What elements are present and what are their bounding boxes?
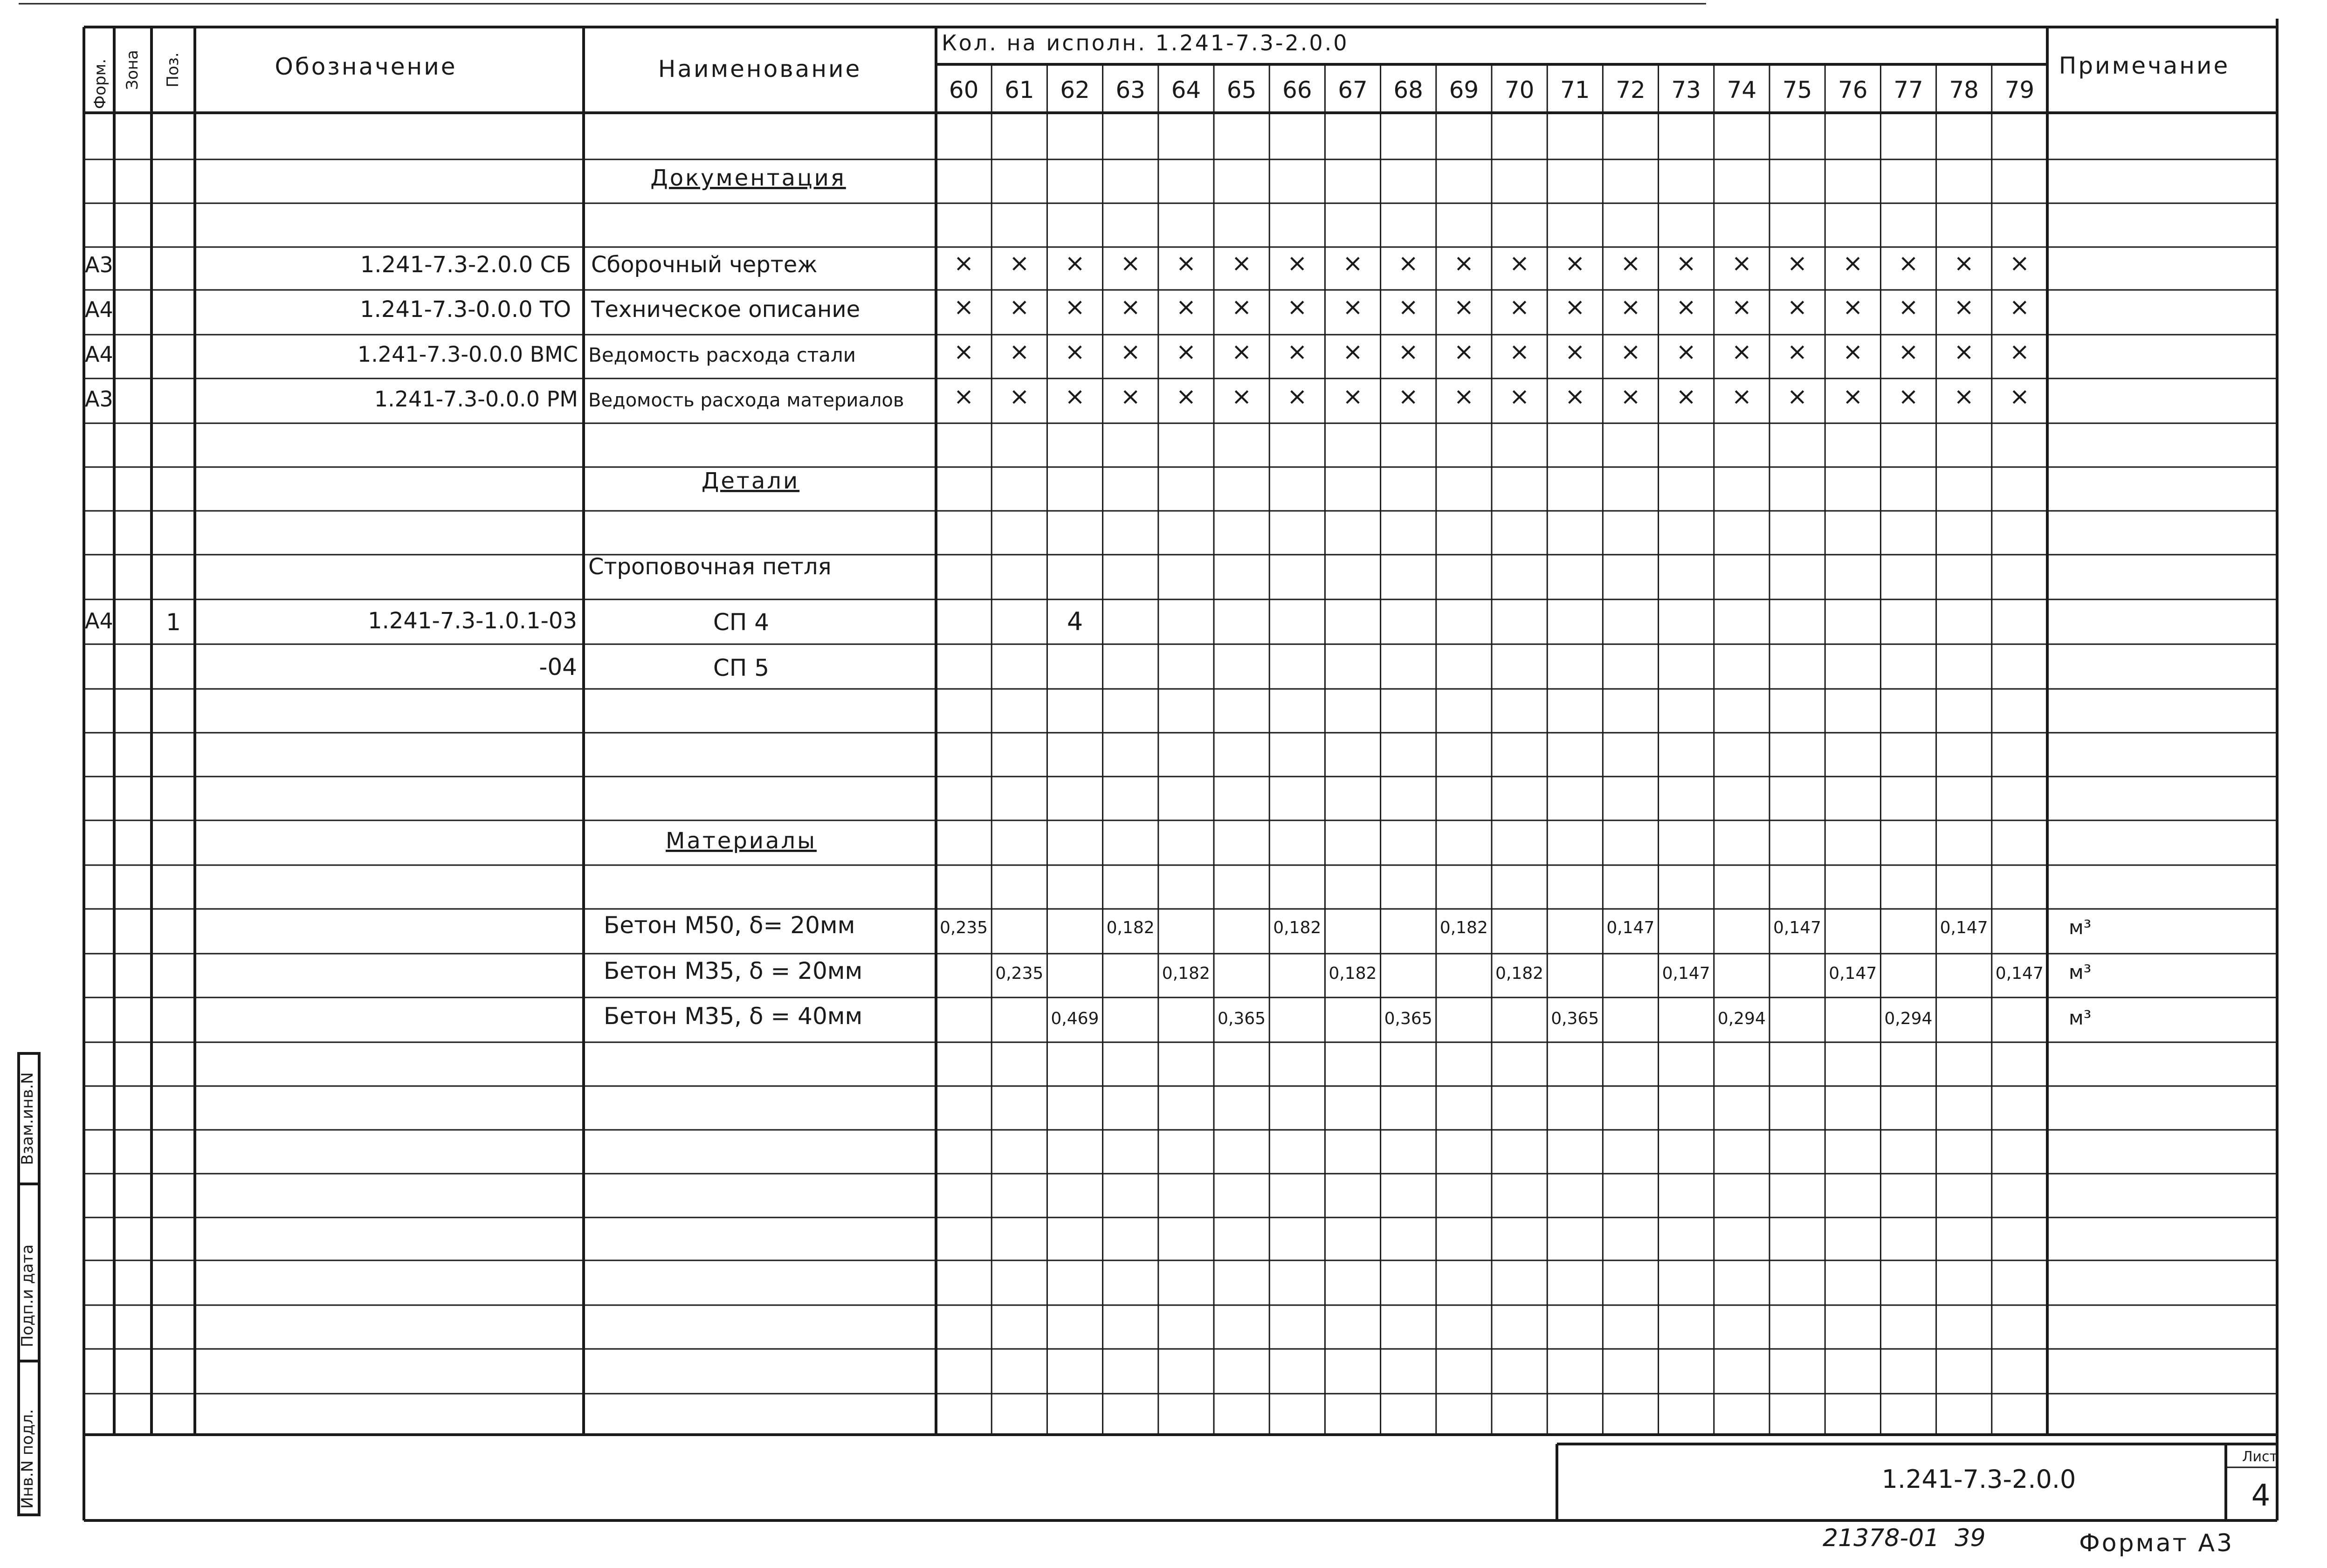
doc-mark: × — [1787, 383, 1808, 411]
doc-designation: 1.241-7.3-0.0.0 ТО — [360, 296, 571, 323]
title-sheet-label: Лист — [2242, 1449, 2278, 1465]
doc-mark: × — [1453, 293, 1474, 321]
doc-mark: × — [1398, 293, 1418, 321]
doc-mark: × — [2009, 293, 2030, 321]
material-value: 0,182 — [1329, 964, 1377, 983]
part-qty: 4 — [1067, 607, 1083, 636]
doc-mark: × — [1009, 383, 1030, 411]
doc-name: Ведомость расхода стали — [588, 344, 856, 366]
material-value: 0,294 — [1717, 1009, 1766, 1028]
variant-header: 64 — [1171, 76, 1201, 103]
doc-designation: 1.241-7.3-0.0.0 ВМС — [357, 342, 578, 367]
part-pos: 1 — [166, 609, 181, 636]
doc-mark: × — [1231, 338, 1252, 366]
material-value: 0,365 — [1384, 1009, 1432, 1028]
documentation-rows — [85, 252, 904, 412]
stamp-replace-inv: Взам.инв.N — [18, 1072, 37, 1165]
variant-header: 65 — [1226, 76, 1257, 103]
doc-mark: × — [1120, 293, 1141, 321]
variant-header: 73 — [1671, 76, 1701, 103]
doc-mark: × — [1176, 249, 1197, 277]
doc-mark: × — [1398, 338, 1418, 366]
format-label: Формат А3 — [2079, 1529, 2234, 1557]
doc-mark: × — [1787, 249, 1808, 277]
doc-mark: × — [1676, 383, 1696, 411]
section-documentation: Документация — [650, 165, 846, 191]
doc-mark: × — [1620, 293, 1641, 321]
material-value: 0,294 — [1884, 1009, 1933, 1028]
material-value: 0,147 — [1940, 918, 1988, 937]
doc-mark: × — [1231, 249, 1252, 277]
doc-form: А4 — [85, 297, 113, 322]
variant-header: 77 — [1893, 76, 1923, 103]
archive-number: 21378-01 39 — [1823, 1524, 1986, 1552]
section-materials: Материалы — [666, 828, 817, 854]
material-value: 0,182 — [1162, 964, 1210, 983]
variant-header: 74 — [1727, 76, 1757, 103]
doc-mark: × — [1620, 338, 1641, 366]
doc-mark: × — [1954, 383, 1974, 411]
footer — [1823, 1524, 2234, 1557]
doc-mark: × — [1065, 338, 1085, 366]
doc-mark: × — [1065, 293, 1085, 321]
doc-mark: × — [1120, 383, 1141, 411]
variant-header: 63 — [1115, 76, 1146, 103]
doc-mark: × — [1009, 338, 1030, 366]
doc-mark: × — [1009, 249, 1030, 277]
material-value: 0,365 — [1551, 1009, 1599, 1028]
material-value: 0,182 — [1106, 918, 1155, 937]
doc-mark: × — [1065, 383, 1085, 411]
variant-header: 60 — [949, 76, 979, 103]
material-value: 0,182 — [1439, 918, 1488, 937]
doc-mark: × — [1453, 249, 1474, 277]
doc-mark: × — [1176, 293, 1197, 321]
doc-mark: × — [953, 293, 974, 321]
doc-mark: × — [1342, 293, 1363, 321]
doc-mark: × — [1287, 338, 1308, 366]
doc-mark: × — [1954, 338, 1974, 366]
variant-header: 68 — [1393, 76, 1424, 103]
doc-mark: × — [1620, 249, 1641, 277]
material-unit: м³ — [2069, 1006, 2092, 1029]
doc-mark: × — [1287, 293, 1308, 321]
doc-mark: × — [1898, 338, 1919, 366]
doc-mark: × — [1565, 293, 1585, 321]
doc-designation: 1.241-7.3-0.0.0 РМ — [374, 386, 578, 412]
material-value: 0,235 — [995, 964, 1044, 983]
material-unit: м³ — [2069, 916, 2092, 939]
doc-name: Сборочный чертеж — [591, 252, 818, 278]
doc-mark: × — [1843, 293, 1863, 321]
variant-header: 72 — [1616, 76, 1645, 103]
material-value: 0,235 — [940, 918, 988, 937]
doc-mark: × — [2009, 383, 2030, 411]
material-value: 0,365 — [1218, 1009, 1266, 1028]
material-value: 0,147 — [1995, 964, 2044, 983]
doc-mark: × — [1176, 338, 1197, 366]
doc-mark: × — [1731, 383, 1752, 411]
doc-mark: × — [1509, 338, 1530, 366]
doc-mark: × — [2009, 249, 2030, 277]
doc-mark: × — [1565, 338, 1585, 366]
variant-header: 67 — [1338, 76, 1368, 103]
header-name: Наименование — [658, 55, 862, 83]
doc-mark: × — [1453, 383, 1474, 411]
doc-mark: × — [1843, 383, 1863, 411]
material-value: 0,147 — [1829, 964, 1877, 983]
doc-mark: × — [1565, 383, 1585, 411]
variant-header: 62 — [1060, 76, 1090, 103]
variant-header: 61 — [1004, 76, 1034, 103]
doc-mark: × — [1509, 293, 1530, 321]
doc-mark: × — [1731, 293, 1752, 321]
variant-header: 78 — [1949, 76, 1979, 103]
doc-mark: × — [1231, 293, 1252, 321]
doc-mark: × — [1565, 249, 1585, 277]
doc-mark: × — [1342, 338, 1363, 366]
header-zone: Зона — [123, 50, 142, 90]
doc-mark: × — [1843, 249, 1863, 277]
doc-mark: × — [1009, 293, 1030, 321]
header-designation: Обозначение — [275, 53, 457, 80]
variant-header: 70 — [1504, 76, 1535, 103]
doc-mark: × — [1287, 383, 1308, 411]
doc-form: А4 — [85, 342, 113, 367]
doc-name: Ведомость расхода материалов — [588, 390, 904, 411]
doc-mark: × — [1731, 249, 1752, 277]
material-unit: м³ — [2069, 961, 2092, 983]
material-value: 0,182 — [1273, 918, 1322, 937]
stamp-inv-orig: Инв.N подл. — [18, 1409, 37, 1509]
header-note: Примечание — [2058, 52, 2230, 79]
part-name: СП 5 — [713, 654, 770, 681]
part-name: СП 4 — [713, 609, 770, 636]
material-name: Бетон М35, δ = 20мм — [604, 957, 863, 984]
material-name: Бетон М35, δ = 40мм — [604, 1003, 863, 1030]
side-stamp — [18, 1072, 37, 1509]
variant-header: 79 — [2004, 76, 2035, 103]
material-value: 0,469 — [1051, 1009, 1099, 1028]
doc-mark: × — [1398, 249, 1418, 277]
section-parts: Детали — [701, 468, 800, 494]
material-value: 0,147 — [1662, 964, 1710, 983]
doc-mark: × — [1231, 383, 1252, 411]
parts-quantities — [1067, 607, 1083, 636]
part-designation: 1.241-7.3-1.0.1-03 — [368, 608, 577, 634]
variant-header: 66 — [1282, 76, 1312, 103]
doc-designation: 1.241-7.3-2.0.0 СБ — [360, 252, 571, 278]
variant-header: 69 — [1449, 76, 1479, 103]
variant-header: 76 — [1838, 76, 1868, 103]
doc-mark: × — [1787, 293, 1808, 321]
material-value: 0,147 — [1606, 918, 1655, 937]
doc-mark: × — [1398, 383, 1418, 411]
doc-mark: × — [1620, 383, 1641, 411]
parts-rows — [85, 554, 831, 681]
doc-mark: × — [1676, 338, 1696, 366]
doc-mark: × — [1898, 249, 1919, 277]
material-name: Бетон М50, δ= 20мм — [604, 912, 855, 939]
doc-mark: × — [1676, 249, 1696, 277]
parts-group-name: Строповочная петля — [588, 554, 832, 580]
doc-mark: × — [953, 383, 974, 411]
doc-form: А3 — [85, 386, 113, 412]
doc-mark: × — [1120, 249, 1141, 277]
doc-mark: × — [1676, 293, 1696, 321]
doc-form: А3 — [85, 252, 113, 277]
doc-name: Техническое описание — [591, 296, 861, 323]
doc-mark: × — [1176, 383, 1197, 411]
doc-mark: × — [1342, 383, 1363, 411]
part-designation: -04 — [539, 653, 577, 681]
doc-mark: × — [1898, 383, 1919, 411]
stamp-sign-date: Подп.и дата — [18, 1244, 37, 1348]
variant-header: 75 — [1782, 76, 1812, 103]
doc-mark: × — [1954, 293, 1974, 321]
doc-mark: × — [1287, 249, 1308, 277]
material-value: 0,182 — [1495, 964, 1544, 983]
doc-mark: × — [1898, 293, 1919, 321]
header-qty-group: Кол. на исполн. 1.241-7.3-2.0.0 — [942, 30, 1349, 55]
doc-mark: × — [1342, 249, 1363, 277]
doc-mark: × — [953, 249, 974, 277]
doc-mark: × — [1120, 338, 1141, 366]
variant-header: 71 — [1560, 76, 1590, 103]
doc-mark: × — [1065, 249, 1085, 277]
doc-mark: × — [1787, 338, 1808, 366]
material-value: 0,147 — [1773, 918, 1822, 937]
doc-mark: × — [1509, 249, 1530, 277]
doc-mark: × — [953, 338, 974, 366]
table-grid — [19, 4, 2277, 1520]
header-form: Форм. — [91, 58, 110, 110]
title-sheet-number: 4 — [2251, 1479, 2271, 1513]
doc-mark: × — [1453, 338, 1474, 366]
doc-mark: × — [1954, 249, 1974, 277]
doc-mark: × — [1731, 338, 1752, 366]
title-designation: 1.241-7.3-2.0.0 — [1881, 1465, 2076, 1494]
title-block — [1882, 1449, 2278, 1513]
doc-mark: × — [2009, 338, 2030, 366]
doc-mark: × — [1843, 338, 1863, 366]
header-pos: Поз. — [164, 52, 182, 88]
part-form: А4 — [85, 608, 113, 633]
doc-mark: × — [1509, 383, 1530, 411]
